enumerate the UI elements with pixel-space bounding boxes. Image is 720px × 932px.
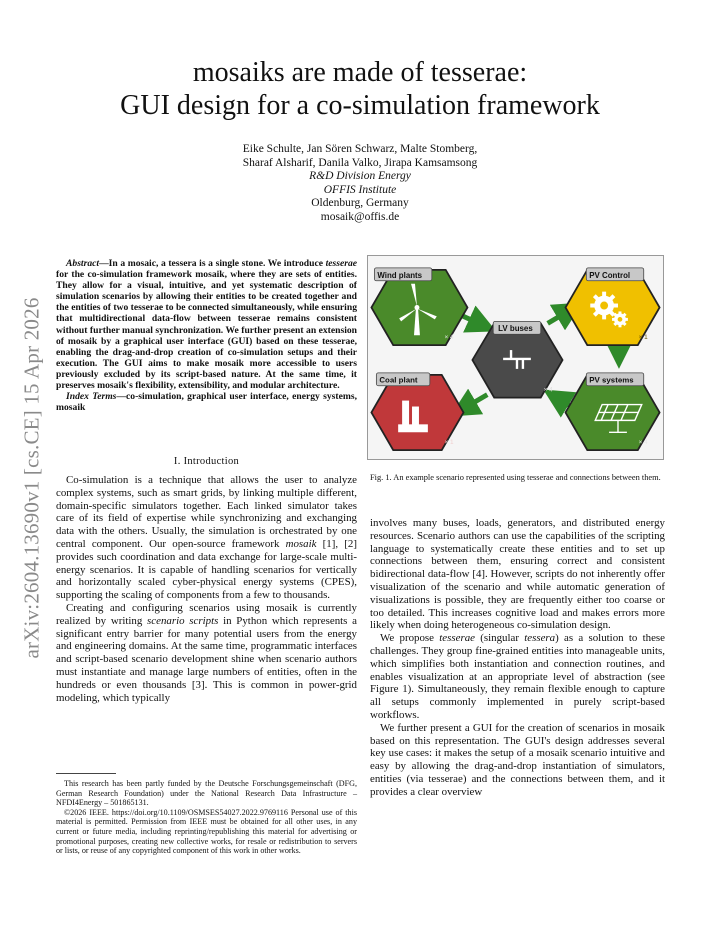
count-lv-buses: × 4 [543, 386, 553, 394]
title-line-2: GUI design for a co-simulation framework [120, 90, 600, 121]
location: Oldenburg, Germany [311, 197, 409, 209]
node-pv-systems [566, 373, 660, 450]
right-p2-a: We propose [380, 632, 440, 645]
section-heading [56, 456, 357, 467]
authors-line-2: Sharaf Alsharif, Danila Valko, Jirapa Kamsamsong [242, 156, 478, 169]
footnote-funding: This research has been partly funded by the Deutsche Forschungsgemeinschaft (DFG, German Research Foundation) under the National Research Data Infrastructure – NFDI4Energy – 501865131. [56, 779, 357, 808]
email: mosaik@offis.de [320, 210, 400, 223]
right-paragraph-3: We further present a GUI for the creation of scenarios in mosaik based on this representation. The GUI's design addresses several key use cases: it makes the setup of a mosaik scenario intuitive and easy by allowing the drag-and-drop instantiation of simulators, entities (via tesserae) and the connections between them, and it provides a clear overview [370, 721, 665, 798]
intro-p2-scripts: scenario scripts [147, 614, 219, 627]
node-lv-buses [472, 321, 562, 397]
right-p2-b: (singular [474, 632, 525, 645]
index-terms-label: Index Terms [66, 391, 117, 403]
index-terms [56, 391, 357, 413]
label-coal-plant: Coal plant [379, 375, 418, 385]
node-coal-plant [371, 373, 463, 450]
intro-p2-b: in Python which represents a significant entry barrier for many potential users from the energy and engineering domains. At the same time, programmatic interfaces and script-based scenario development shine when scenario authors must instantiate and manage large numbers of entities, often in the hundreds or even thousands [3]. This is common in power-grid modeling, which typically [56, 614, 357, 704]
right-column-text [370, 517, 665, 799]
right-paragraph-1: involves many buses, loads, generators, and distributed energy resources. Scenario authors can use the capabilities of the scripting language to systematically create these entities and to set up connections between them, ensuring correct and consistent bidirectional data-flow [4]. However, scripts do not inherently offer visualization of the scenario and while automatic generation of visualizations is possible, they are frequently either too coarse or too detailed. This increases cognitive load and makes errors more likely when doing heterogeneous co-simulation design. [370, 517, 665, 632]
count-pv-systems: × 4 [638, 439, 648, 447]
abstract-text-a: —In a mosaic, a tessera is a single stone. We introduce [99, 258, 326, 269]
right-p2-c: ) as a solution to these challenges. They group fine-grained entities into manageable units, which simplifies both instantiation and connection routines, and enables visualization at an appropriate level of abstraction (see Figure 1). Simultaneously, they remain flexible enough to capture all setups commonly implemented in purely script-based workflows. [370, 632, 665, 721]
index-terms-text: —co-simulation, graphical user interface, energy systems, mosaik [56, 391, 357, 414]
institute: OFFIS Institute [323, 183, 397, 196]
author-block [60, 143, 660, 224]
intro-p1-mosaik: mosaik [285, 537, 317, 550]
edge-lv-to-coal [459, 395, 488, 412]
introduction-text [56, 474, 357, 704]
intro-p1-a: Co-simulation is a technique that allows the user to analyze complex systems, such as smart grids, by linking multiple different, domain-specific simulators together. Each linked simulator takes care of its field of expertise while synchronizing and exchanging data with the others. Usually, the simulation is orchestrated by one central component. Our open-source framework [56, 474, 357, 550]
intro-p1-b: [1], [2] provides such coordination and data exchange for large-scale multi-energy scenarios. It is capable of handling scenarios for vertically and horizontally scaled cyber-physical energy systems (CPES), supporting the scaling of components from a few to thousands. [56, 537, 357, 602]
division: R&D Division Energy [309, 170, 411, 182]
footnote [56, 779, 357, 856]
intro-paragraph-1 [56, 474, 357, 602]
count-pv-control: × 1 [638, 334, 648, 342]
abstract [56, 258, 357, 413]
label-pv-control: PV Control [589, 270, 631, 280]
figure-caption: Fig. 1. An example scenario represented using tesserae and connections between them. [370, 473, 661, 482]
tesserae-diagram [368, 256, 663, 459]
arxiv-identifier: arXiv:2604.13690v1 [cs.CE] 15 Apr 2026 [19, 297, 44, 659]
intro-paragraph-2 [56, 602, 357, 704]
right-paragraph-2 [370, 632, 665, 722]
abstract-paragraph [56, 258, 357, 391]
footnote-rule [56, 773, 116, 774]
node-pv-control [566, 268, 660, 345]
label-lv-buses: LV buses [498, 324, 533, 334]
right-p2-tessera: tessera [524, 632, 556, 645]
paper-title [60, 56, 660, 122]
intro-p2-a: Creating and configuring scenarios using mosaik is currently realized by writing [56, 601, 357, 627]
authors-line-1: Eike Schulte, Jan Sören Schwarz, Malte Stomberg, [242, 143, 478, 155]
right-p2-tesserae: tesserae [439, 632, 475, 645]
abstract-tesserae: tesserae [325, 258, 357, 269]
section-heading-text: I. Introduction [173, 456, 240, 467]
abstract-text-b: for the co-simulation framework mosaik, where they are sets of entities. They allow for a visual, intuitive, and yet systematic description of simulation scenarios by allowing their entities to be created together and the entities of two tesserae to be connected simultaneously, while ensuring that multidirectional data-flow between tesserae remains consistent without further manual synchronization. We further present an extension of mosaik by a graphical user interface (GUI) based on these tesserae, enabling the drag-and-drop creation of co-simulation setups and their execution. The GUI aims to make mosaik more accessible to users previously excluded by its script-based nature. At the same time, it preserves mosaik's flexibility, extensibility, and modular architecture. [56, 269, 357, 392]
label-wind-plants: Wind plants [377, 270, 423, 280]
node-wind-plants [371, 268, 467, 345]
title-line-1: mosaiks are made of tesserae: [192, 57, 528, 88]
label-pv-systems: PV systems [589, 375, 634, 385]
abstract-label: Abstract [66, 258, 100, 269]
footnote-copyright: ©2026 IEEE. https://doi.org/10.1109/OSMSES54027.2022.9769116 Personal use of this material is permitted. Permission from IEEE must be obtained for all other uses, in any current or future media, including reprinting/republishing this material for advertising or promotional purposes, creating new collective works, for resale or redistribution to servers or lists, or reuse of any copyrighted component of this work in other works. [56, 807, 357, 856]
arxiv-sidebar [19, 268, 44, 688]
count-coal-plant: × 1 [444, 439, 454, 447]
count-wind-plants: × 4 [444, 334, 454, 342]
figure-1 [367, 255, 664, 460]
